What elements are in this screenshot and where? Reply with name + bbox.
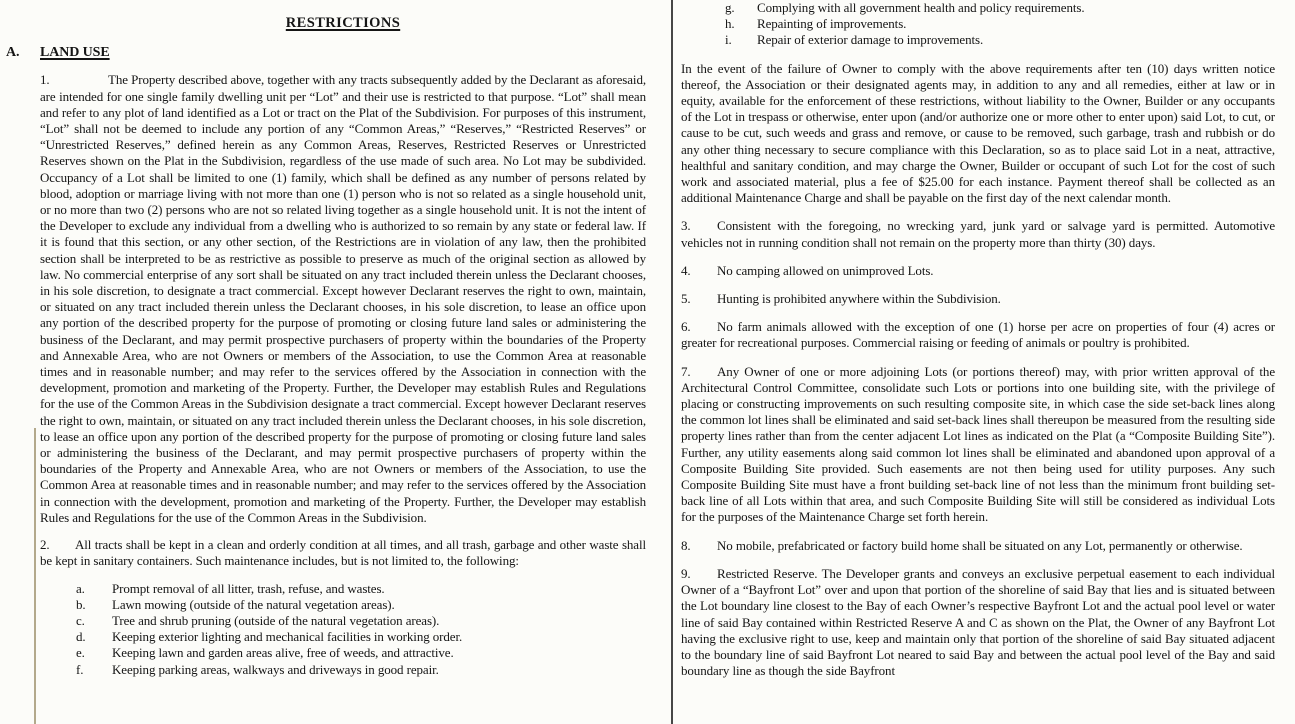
paragraph-number: 4. — [681, 262, 691, 278]
list-item — [40, 662, 646, 678]
paragraph-4 — [681, 263, 1275, 279]
list-item — [681, 16, 1275, 32]
list-item-text: Lawn mowing (outside of the natural vegetation areas). — [112, 596, 395, 612]
page-edge-divider-line — [671, 0, 673, 724]
paragraph-text: No farm animals allowed with the exception of one (1) horse per acre on properties of four (4) acres or greater for recreational purposes. Commercial raising or feeding of animals or poultry is prohibited. — [681, 319, 1275, 351]
paragraph-text: All tracts shall be kept in a clean and orderly condition at all times, and all trash, garbage and other waste shall be kept in sanitary containers. Such maintenance includes, but is not limited to, the following: — [40, 537, 646, 569]
paragraph-6 — [681, 319, 1275, 351]
document-title-text: RESTRICTIONS — [285, 15, 401, 31]
list-item — [40, 613, 646, 629]
list-item-text: Tree and shrub pruning (outside of the natural vegetation areas). — [112, 612, 440, 628]
list-item-letter: c. — [76, 612, 85, 628]
list-item-letter: b. — [76, 596, 86, 612]
list-item — [681, 32, 1275, 48]
paragraph-number: 1. — [40, 72, 50, 88]
maintenance-list-a-f — [40, 581, 646, 678]
paragraph-text: The Property described above, together with any tracts subsequently added by the Declarant as aforesaid, are intended for one single family dwelling unit per “Lot” and their use is restricted to that purpose. “Lot” shall mean and refer to any plot of land identified as a Lot or tract on the Plat of the Subdivision. For purposes of this instrument, “Lot” shall not be deemed to include any portion of any “Common Areas,” “Reserves,” “Restricted Reserves” or “Unrestricted Reserves,” defined herein as any Common Areas, Reserves, Restricted Reserves or Unrestricted Reserves shown on the Plat in the Subdivision, regardless of the use made of such area. No Lot may be subdivided. Occupancy of a Lot shall be limited to one (1) family, which shall be defined as any number of persons related by blood, adoption or marriage living with not more than one (1) person who is not so related as a single household unit, or no more than two (2) persons who are not so related living together as a single household unit. It is not the intent of the Developer to exclude any individual from a dwelling who is authorized to so remain by any state or federal law. If it is found that this section, or any other section, of the Restrictions are in violation of any law, then the prohibited section shall be interpreted to be as restrictive as possible to preserve as much of the original section as allowed by law. No commercial enterprise of any sort shall be situated on any tract included therein unless the Declarant chooses, in his sole discretion, to designate a tract commercial. Except however Declarant reserves the right to own, maintain, or situated on any tract included therein unless the Declarant chooses, in his sole discretion, to lease an office upon any portion of the described property for the purpose of promoting or closing future land sales or administering the business of the Declarant, and may permit prospective purchasers of property within the boundaries of the Property and Annexable Area, who are not Owners or members of the Association, to use the Common Area at reasonable times and in reasonable number; and may refer to the services offered by the Association in connection with the development, promotion and marketing of the Property. Further, the Developer may establish Rules and Regulations for the use of the Common Areas in the Subdivision designate a tract commercial. Except however Declarant reserves the right to own, maintain, or situated on any tract included therein unless the Declarant chooses, in his sole discretion, to lease an office upon any portion of the described property for the purpose of promoting or closing future land sales or administering the business of the Declarant, and may permit prospective purchasers of property within the boundaries of the Property and Annexable Area, who are not Owners or members of the Association, to use the Common Area at reasonable times and in reasonable number; and may refer to the services offered by the Association in connection with the development, promotion and marketing of the Property. Further, the Developer may establish Rules and Regulations for the use of the Common Areas in the Subdivision. — [40, 72, 646, 525]
section-title: LAND USE — [40, 45, 110, 61]
enforcement-paragraph: In the event of the failure of Owner to comply with the above requirements after ten (10) days written notice thereof, the Association or their designated agents may, in addition to any and all remedies, either at law or in equity, available for the enforcement of these restrictions, without liability to the Owner, Builder or any occupants of the Lot in trespass or otherwise, enter upon (and/or authorize one or more other to enter upon) said Lot, to cut, or cause to be cut, such weeds and grass and remove, or cause to be removed, such garbage, trash and rubbish or do any other thing necessary to secure compliance with this Declaration, so as to place said Lot in a neat, attractive, healthful and sanitary condition, and may charge the Owner, Builder or occupant of such Lot for the cost of such work and associated material, plus a fee of $25.00 for each instance. Payment thereof shall be collected as an additional Maintenance Charge and shall be payable on the first day of the next calendar month. — [681, 60, 1275, 206]
list-item — [681, 0, 1275, 16]
document-title — [40, 15, 646, 31]
paragraph-5 — [681, 291, 1275, 307]
list-item — [40, 597, 646, 613]
list-item-letter: d. — [76, 629, 86, 645]
left-column — [6, 0, 646, 678]
paragraph-9 — [681, 566, 1275, 679]
list-item — [40, 629, 646, 645]
paragraph-text: Any Owner of one or more adjoining Lots (or portions thereof) may, with prior written approval of the Architectural Control Committee, consolidate such Lots or portions into one building site, with the privilege of placing or constructing improvements on such resulting composite site, in which case the side set-back lines along the common lot lines shall be eliminated and said set-back lines shall thereupon be measured from the resulting side property lines rather than from the center adjacent Lot lines as indicated on the Plat (a “Composite Building Site”). Further, any utility easements along said common lot lines shall be eliminated and abandoned upon approval of a Composite Building Site provided. Such easements are not then being used for utility purposes. Any such Composite Building Site must have a front building set-back line of not less than the minimum front building set-back line of all Lots within that area, and such Composite Building Site will still be considered as individual Lots for the purposes of the Maintenance Charge set forth herein. — [681, 363, 1275, 525]
right-column — [681, 0, 1275, 679]
paragraph-number: 2. — [40, 537, 50, 553]
paragraph-3 — [681, 218, 1275, 250]
paragraph-8 — [681, 538, 1275, 554]
paragraph-text: No mobile, prefabricated or factory build home shall be situated on any Lot, permanently or otherwise. — [717, 537, 1243, 553]
section-heading — [6, 45, 646, 61]
list-item-letter: h. — [725, 16, 735, 32]
list-item-text: Complying with all government health and policy requirements. — [757, 0, 1085, 15]
maintenance-list-g-i — [681, 0, 1275, 49]
list-item — [40, 581, 646, 597]
list-item-letter: a. — [76, 580, 85, 596]
list-item-letter: e. — [76, 645, 85, 661]
list-item-text: Prompt removal of all litter, trash, refuse, and wastes. — [112, 580, 385, 596]
paragraph-2 — [40, 537, 646, 569]
paragraph-number: 9. — [681, 565, 691, 581]
paragraph-text: Hunting is prohibited anywhere within the Subdivision. — [717, 291, 1001, 307]
paragraph-7 — [681, 364, 1275, 526]
list-item-letter: i. — [725, 32, 732, 48]
list-item-text: Keeping parking areas, walkways and driveways in good repair. — [112, 661, 439, 677]
section-letter: A. — [6, 45, 20, 61]
paragraph-number: 7. — [681, 363, 691, 379]
paragraph-number: 5. — [681, 291, 691, 307]
list-item-text: Repainting of improvements. — [757, 16, 907, 32]
list-item-text: Keeping exterior lighting and mechanical facilities in working order. — [112, 629, 463, 645]
paragraph-number: 3. — [681, 218, 691, 234]
paragraph-text: No camping allowed on unimproved Lots. — [717, 262, 934, 278]
paragraph-text: Consistent with the foregoing, no wrecking yard, junk yard or salvage yard is permitted. Automotive vehicles not in running condition shall not remain on the property more than thirty (30) days. — [681, 218, 1275, 250]
scan-margin-artifact-line — [34, 428, 36, 724]
list-item-text: Repair of exterior damage to improvements. — [757, 32, 984, 48]
list-item — [40, 645, 646, 661]
paragraph-text: Restricted Reserve. The Developer grants and conveys an exclusive perpetual easement to each individual Owner of a “Bayfront Lot” over and upon that portion of the shoreline of said Bay that lies and is situated between the Lot boundary line closest to the Bay of each Owner’s respective Bayfront Lot and the actual pool level or water line of said Bay contained within Restricted Reserve A and C as shown on the Plat, the Owner of any Bayfront Lot having the exclusive right to use, keep and maintain only that portion of the shoreline of said Bay situated adjacent to the boundary line of said Bayfront Lot neared to said Bay and between the actual pool level of the Bay and said boundary line as though the side Bayfront — [681, 565, 1275, 679]
paragraph-1 — [40, 72, 646, 526]
paragraph-number: 6. — [681, 319, 691, 335]
list-item-letter: g. — [725, 0, 735, 15]
list-item-text: Keeping lawn and garden areas alive, free of weeds, and attractive. — [112, 645, 454, 661]
paragraph-number: 8. — [681, 537, 691, 553]
list-item-letter: f. — [76, 661, 84, 677]
